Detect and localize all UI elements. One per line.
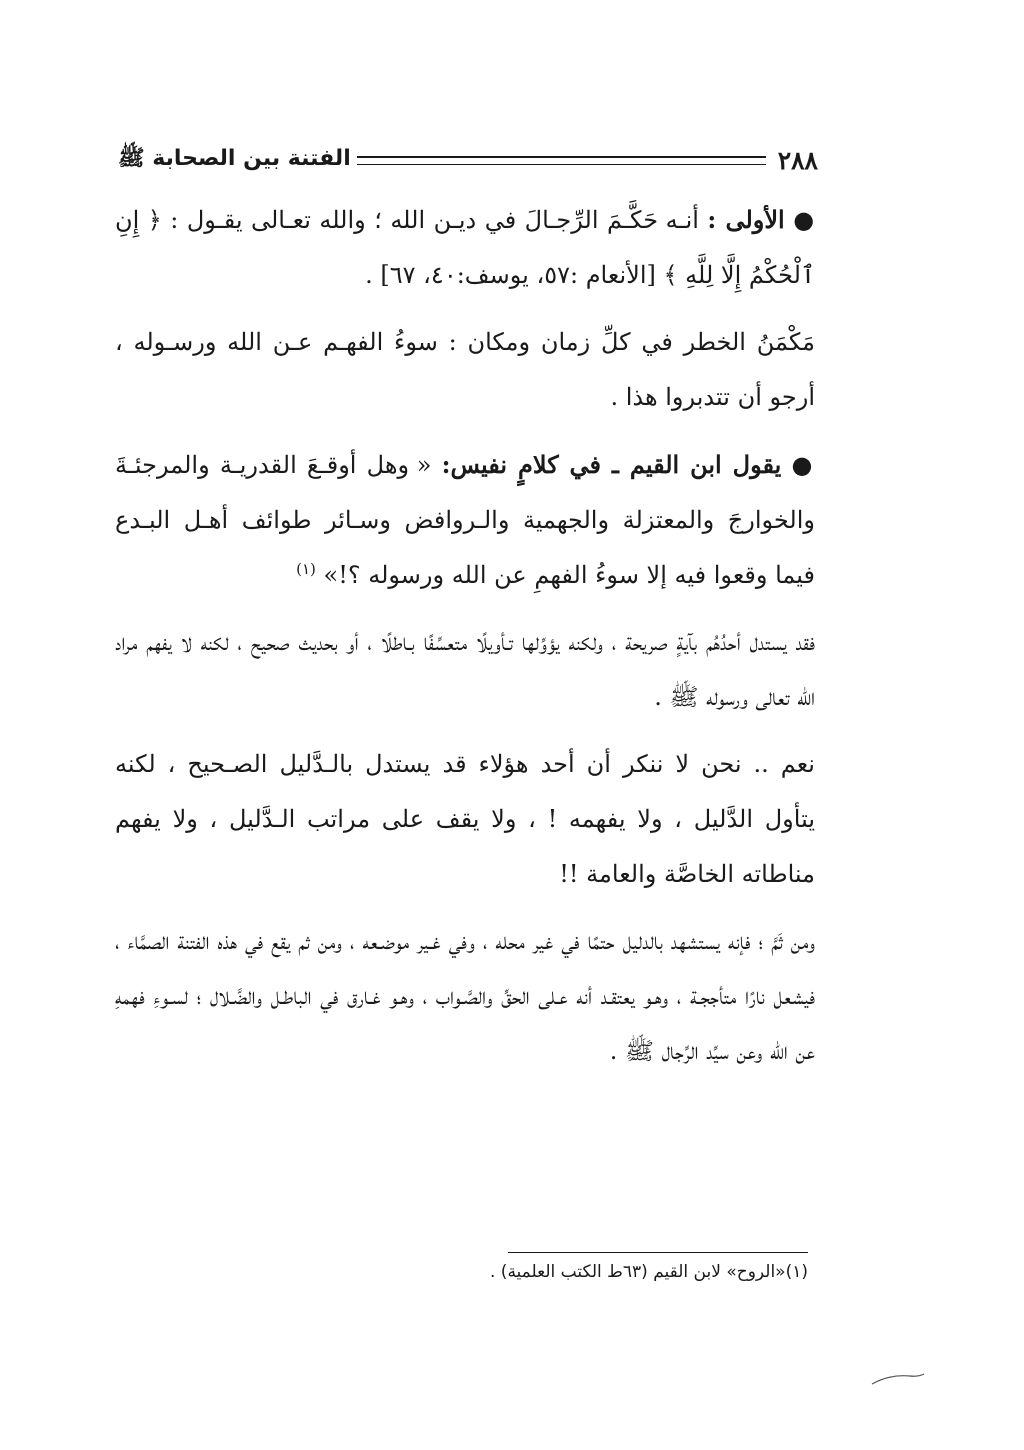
paragraph-text: أنـه حَكَّـمَ الرِّجـالَ في ديـن الله ؛ والله تعـالى يقـول : ﴿ إِنِ ٱلْحُكْمُ إِلَّا لِلَّهِ ﴾ [الأنعام :٥٧، يوسف:٤٠، ٦٧] .	[115, 206, 815, 289]
bullet-icon: ●	[793, 205, 815, 234]
paragraph-text: ومن ثَمَّ ؛ فإنه يستشهد بالدليل حتمًا في غير محله ، وفي غـير موضـعه ، ومن ثم يقع في هذه الفتنة الصمَّاء ، فيشعل نارًا متأججـة ، وهـو يعتقـد أنه عـلى الحقِّ والصَّـواب ، وهـو غـارق في الباطـل والضَّـلال ؛ لسـوءِ فهمهِ عن الله وعن سيِّد الرِّجال ﷺ .	[115, 927, 816, 1065]
header-rule	[357, 156, 766, 165]
paragraph-text: مَكْمَنُ الخطر في كلِّ زمان ومكان : سوءُ الفهـم عـن الله ورسـوله ، أرجو أن تتدبروا هذا .	[115, 328, 815, 411]
paragraph-4	[115, 615, 815, 725]
paragraph-text: « وهل أوقـعَ القدريـة والمرجئـةَ والخوارجَ والمعتزلة والجهمية والـروافض وسـائر طوائف أهـل البـدع فيما وقعوا فيه إلا سوءُ الفهمِ عن الله ورسوله ؟!»	[115, 451, 815, 589]
paragraph-3	[115, 437, 815, 603]
paragraph-6	[115, 914, 815, 1079]
paragraph-lead: يقول ابن القيم ـ في كلامٍ نفيس:	[441, 450, 782, 479]
footnote: (١)«الروح» لابن القيم (٦٣ط الكتب العلمية) .	[490, 1262, 808, 1282]
footnote-reference: (١)	[296, 560, 316, 578]
paragraph-1	[115, 192, 815, 303]
paragraph-2	[115, 315, 815, 425]
scan-mark	[870, 1368, 930, 1388]
page-number: ٢٨٨	[777, 145, 818, 175]
footnote-rule	[508, 1252, 808, 1253]
body-text	[115, 192, 815, 1091]
paragraph-5	[115, 737, 815, 902]
page-header	[118, 140, 818, 180]
bullet-icon: ●	[791, 450, 815, 479]
paragraph-text: فقد يستدل أحدُهُم بآيةٍ صريحة ، ولكنه يؤوِّلها تـأويلًا متعسِّفًا بـاطلًا ، أو بحديث صحيح ، لكنه لا يفهم مراد الله تعالى ورسوله ﷺ .	[115, 628, 815, 711]
paragraph-text: نعم .. نحن لا ننكر أن أحد هؤلاء قد يستدل بالـدَّليل الصـحيح ، لكنه يتأول الدَّليل ، ولا يفهمه ! ، ولا يقف على مراتب الـدَّليل ، ولا يفهم مناطاته الخاصَّة والعامة !!	[115, 750, 815, 888]
running-title: الفتنة بين الصحابة ﷺ	[118, 146, 351, 171]
paragraph-lead: الأولى :	[707, 205, 785, 234]
